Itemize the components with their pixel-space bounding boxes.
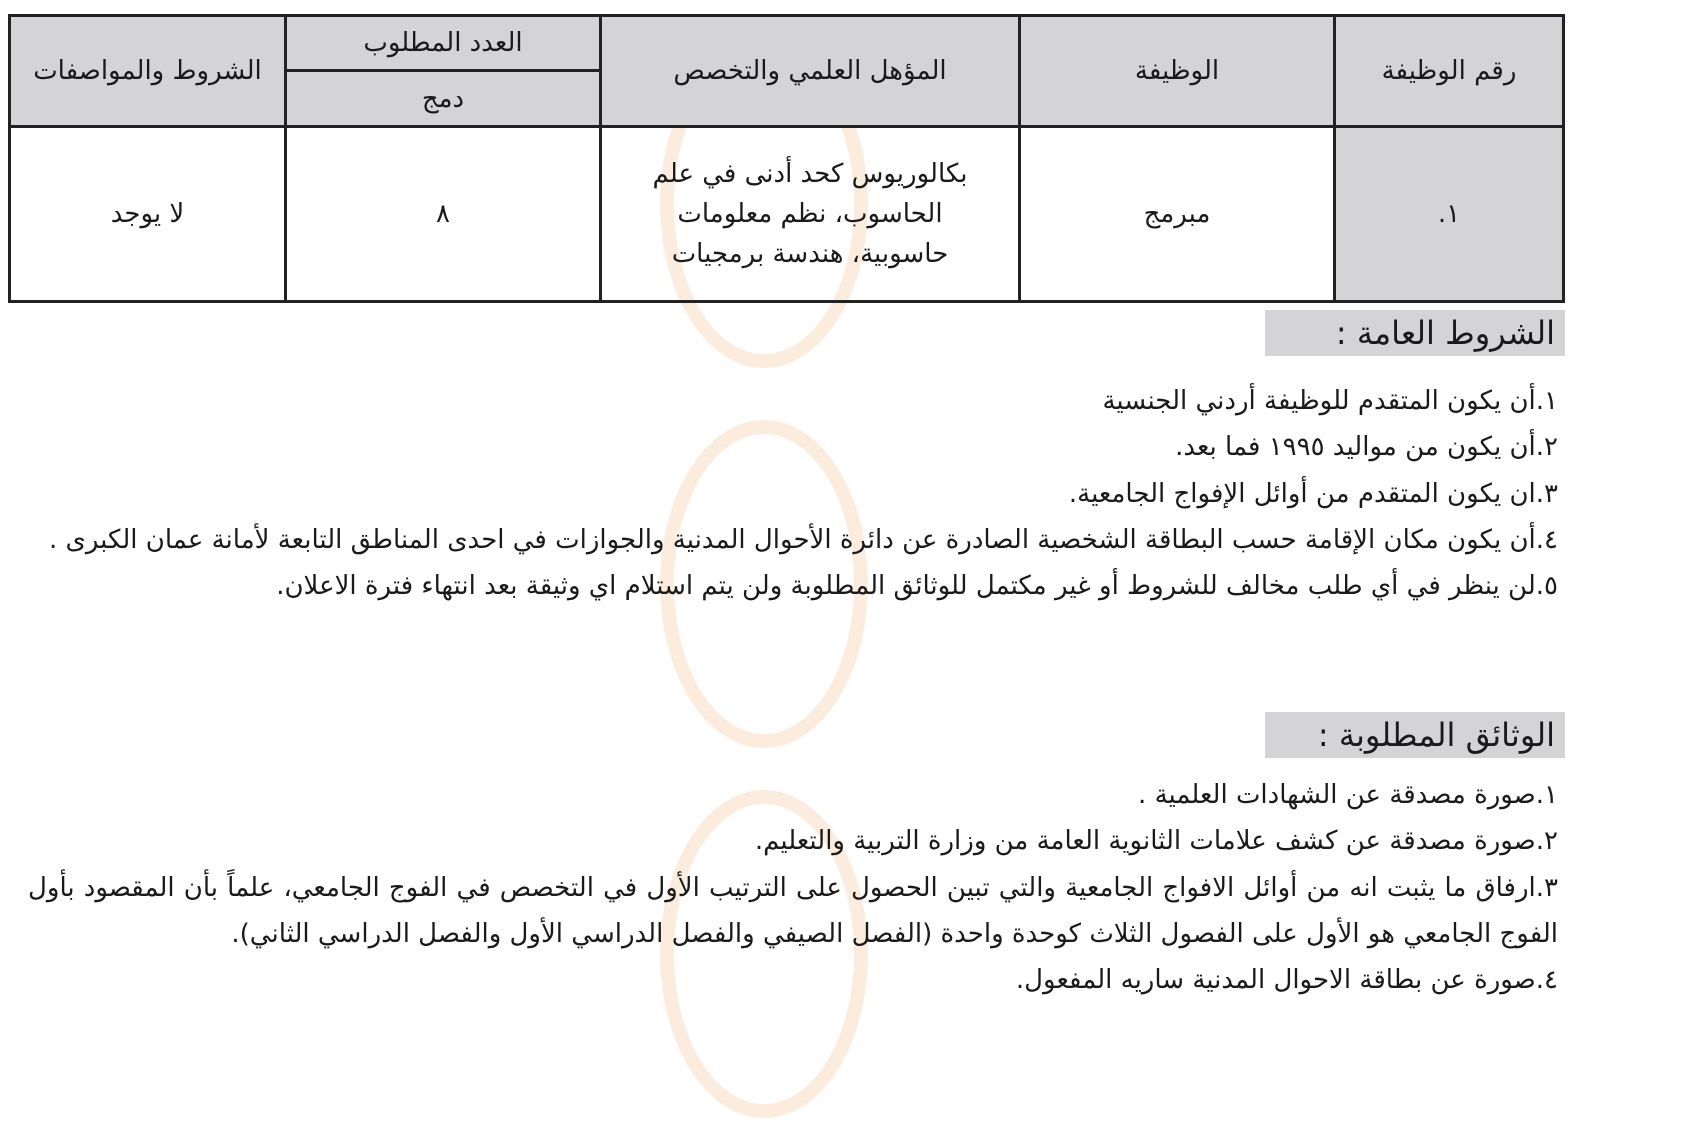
list-item: ٥.لن ينظر في أي طلب مخالف للشروط أو غير مكتمل للوثائق المطلوبة ولن يتم استلام اي وثيقة بعد انتهاء فترة الاعلان. — [276, 571, 1558, 602]
list-item: ٣.ارفاق ما يثبت انه من أوائل الافواج الجامعية والتي تبين الحصول على الترتيب الأول في التخصص في الفوج الجامعي، علماً بأن المقصود بأول الفوج الجامعي هو الأول على الفصول الثلاث كوحدة واحدة (الفصل الصيفي والفصل الدراسي الأول والفصل الدراسي الثاني). — [28, 872, 1558, 949]
header-required-count-merge: دمج — [286, 71, 601, 127]
header-conditions: الشروط والمواصفات — [10, 16, 286, 127]
cell-required-count: ٨ — [286, 127, 601, 302]
cell-job-title: مبرمج — [1020, 127, 1335, 302]
list-item: ٤.أن يكون مكان الإقامة حسب البطاقة الشخصية الصادرة عن دائرة الأحوال المدنية والجوازات في احدى المناطق التابعة لأمانة عمان الكبرى . — [48, 524, 1558, 555]
list-item: ٤.صورة عن بطاقة الاحوال المدنية ساريه المفعول. — [1015, 965, 1558, 996]
jobs-table — [8, 14, 1565, 303]
required-documents-list — [28, 772, 1558, 1003]
cell-job-number: ١. — [1335, 127, 1564, 302]
required-documents-heading: الوثائق المطلوبة : — [1265, 712, 1565, 758]
list-item: ٣.ان يكون المتقدم من أوائل الإفواج الجامعية. — [1068, 478, 1558, 509]
list-item: ١.صورة مصدقة عن الشهادات العلمية . — [1138, 780, 1558, 810]
list-item: ٢.أن يكون من مواليد ١٩٩٥ فما بعد. — [1175, 432, 1558, 463]
cell-conditions: لا يوجد — [10, 127, 286, 302]
table-row — [10, 127, 1564, 302]
general-conditions-list — [28, 378, 1558, 609]
header-job-title: الوظيفة — [1020, 16, 1335, 127]
cell-qualification: بكالوريوس كحد أدنى في علم الحاسوب، نظم معلومات حاسوبية، هندسة برمجيات — [601, 127, 1020, 302]
header-required-count: العدد المطلوب — [286, 16, 601, 71]
list-item: ١.أن يكون المتقدم للوظيفة أردني الجنسية — [1102, 386, 1558, 416]
general-conditions-heading: الشروط العامة : — [1265, 310, 1565, 356]
header-job-number: رقم الوظيفة — [1335, 16, 1564, 127]
header-qualification: المؤهل العلمي والتخصص — [601, 16, 1020, 127]
list-item: ٢.صورة مصدقة عن كشف علامات الثانوية العامة من وزارة التربية والتعليم. — [754, 826, 1558, 857]
